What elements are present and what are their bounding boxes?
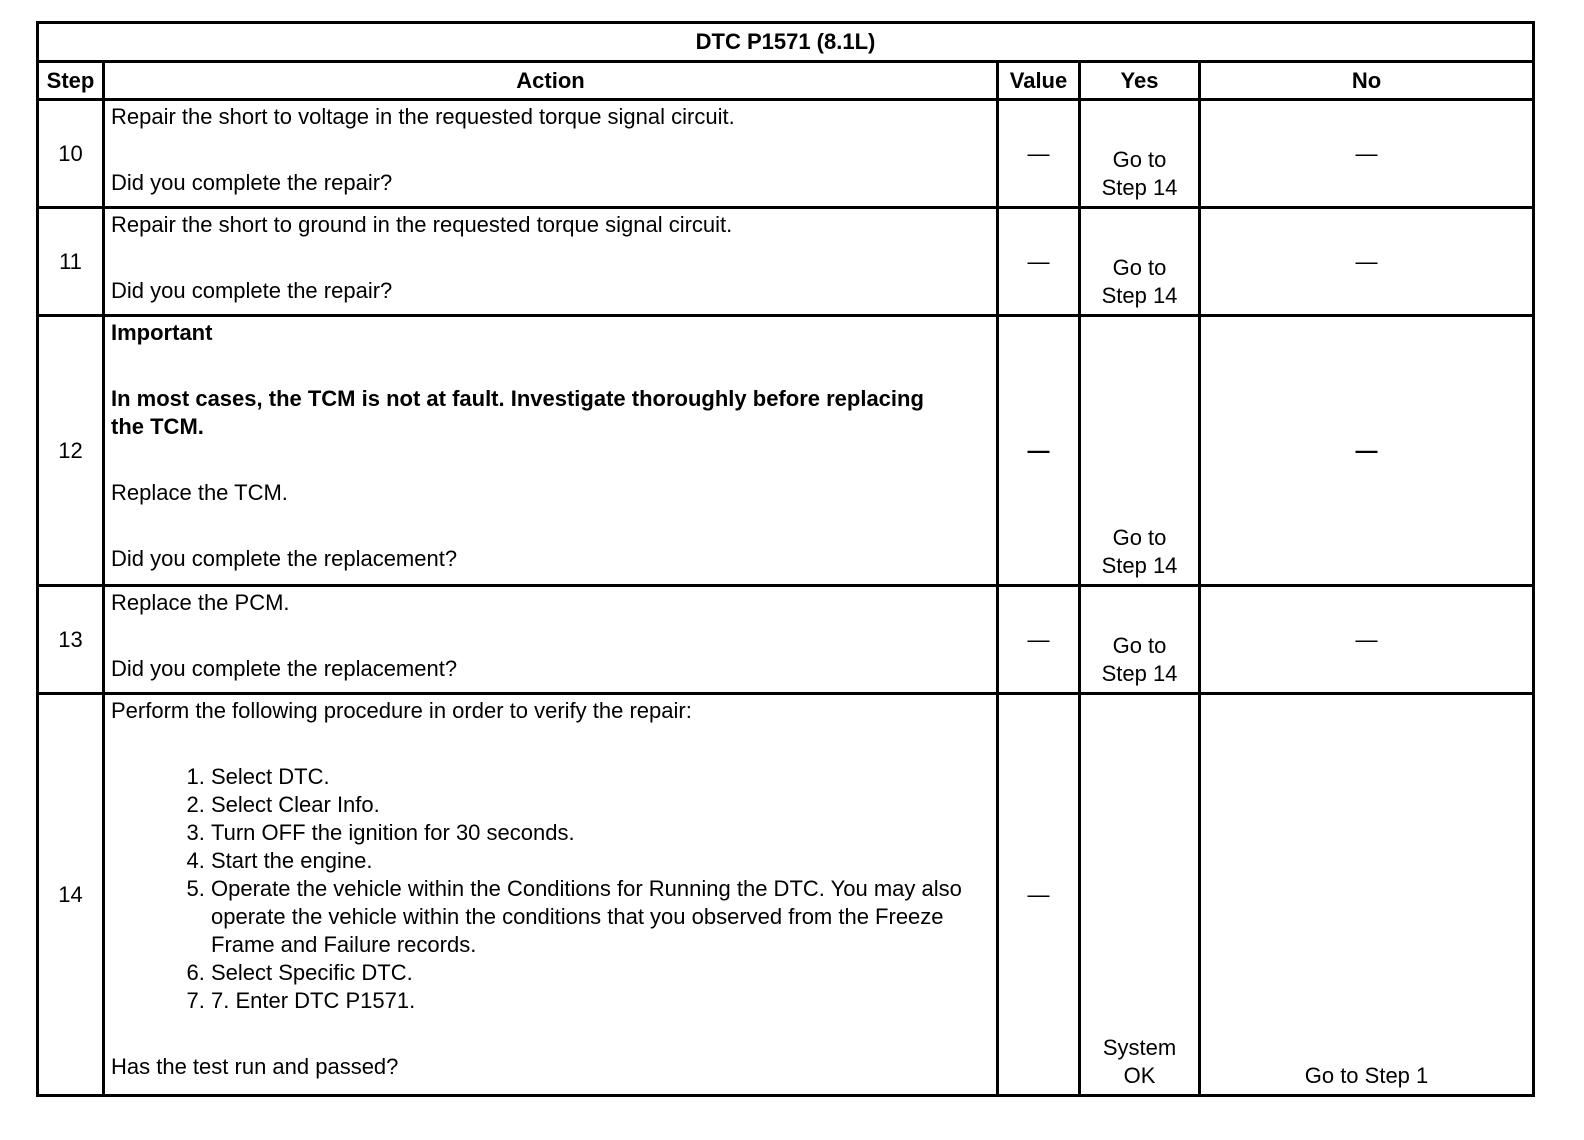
no-cell: —	[1200, 586, 1534, 694]
action-question: Did you complete the replacement?	[111, 546, 458, 571]
header-row	[38, 62, 1534, 100]
yes-line2: Step 14	[1101, 661, 1178, 686]
yes-line1: Go to	[1112, 525, 1167, 550]
action-question: Did you complete the repair?	[111, 278, 393, 303]
procedure-item: 2. Select Clear Info.	[211, 791, 971, 819]
step-number: 13	[38, 586, 104, 694]
value-cell: —	[998, 694, 1080, 1096]
value-cell: —	[998, 100, 1080, 208]
procedure-item: 3. Turn OFF the ignition for 30 seconds.	[211, 819, 971, 847]
no-cell: Go to Step 1	[1200, 694, 1534, 1096]
yes-cell	[1080, 100, 1200, 208]
yes-line2: Step 14	[1101, 553, 1178, 578]
action-text: Repair the short to voltage in the requested torque signal circuit.	[111, 104, 735, 129]
action-cell	[104, 316, 998, 586]
header-yes: Yes	[1080, 62, 1200, 100]
table-row	[38, 586, 1534, 694]
header-no: No	[1200, 62, 1534, 100]
step-number: 12	[38, 316, 104, 586]
table-row	[38, 694, 1534, 1096]
value-cell: —	[998, 586, 1080, 694]
important-text: In most cases, the TCM is not at fault. Investigate thoroughly before replacing the TCM.	[111, 386, 924, 439]
action-cell	[104, 694, 998, 1096]
header-step: Step	[38, 62, 104, 100]
action-question: Did you complete the replacement?	[111, 656, 458, 681]
procedure-item: 6. Select Specific DTC.	[211, 959, 971, 987]
header-action: Action	[104, 62, 998, 100]
action-text: Repair the short to ground in the requested torque signal circuit.	[111, 212, 733, 237]
action-text: Replace the PCM.	[111, 590, 290, 615]
yes-cell	[1080, 316, 1200, 586]
table-row	[38, 316, 1534, 586]
no-cell: —	[1200, 208, 1534, 316]
yes-line1: System	[1102, 1035, 1177, 1060]
yes-line2: Step 14	[1101, 283, 1178, 308]
procedure-list	[111, 763, 971, 1015]
procedure-item: 1. Select DTC.	[211, 763, 971, 791]
no-cell: —	[1200, 316, 1534, 586]
title-row	[38, 23, 1534, 62]
action-question: Has the test run and passed?	[111, 1054, 399, 1079]
value-cell: —	[998, 208, 1080, 316]
yes-line2: Step 14	[1101, 175, 1178, 200]
action-cell	[104, 586, 998, 694]
dtc-table	[36, 21, 1535, 1097]
header-value: Value	[998, 62, 1080, 100]
value-cell: —	[998, 316, 1080, 586]
yes-cell	[1080, 694, 1200, 1096]
yes-cell	[1080, 208, 1200, 316]
step-number: 11	[38, 208, 104, 316]
action-text: Perform the following procedure in order to verify the repair:	[111, 698, 692, 723]
yes-line1: Go to	[1112, 147, 1167, 172]
yes-line1: Go to	[1112, 255, 1167, 280]
table-row	[38, 208, 1534, 316]
table-title: DTC P1571 (8.1L)	[38, 23, 1534, 62]
table-row	[38, 100, 1534, 208]
step-number: 14	[38, 694, 104, 1096]
action-text: Replace the TCM.	[111, 480, 288, 505]
procedure-item: 4. Start the engine.	[211, 847, 971, 875]
yes-line1: Go to	[1112, 633, 1167, 658]
step-number: 10	[38, 100, 104, 208]
yes-line2: OK	[1123, 1063, 1156, 1088]
procedure-item: 5. Operate the vehicle within the Conditions for Running the DTC. You may also operate the vehicle within the conditions that you observed from the Freeze Frame and Failure records.	[211, 875, 971, 959]
yes-cell	[1080, 586, 1200, 694]
no-cell: —	[1200, 100, 1534, 208]
important-label: Important	[111, 320, 213, 345]
action-cell	[104, 100, 998, 208]
action-cell	[104, 208, 998, 316]
action-question: Did you complete the repair?	[111, 170, 393, 195]
procedure-item: 7. 7. Enter DTC P1571.	[211, 987, 971, 1015]
